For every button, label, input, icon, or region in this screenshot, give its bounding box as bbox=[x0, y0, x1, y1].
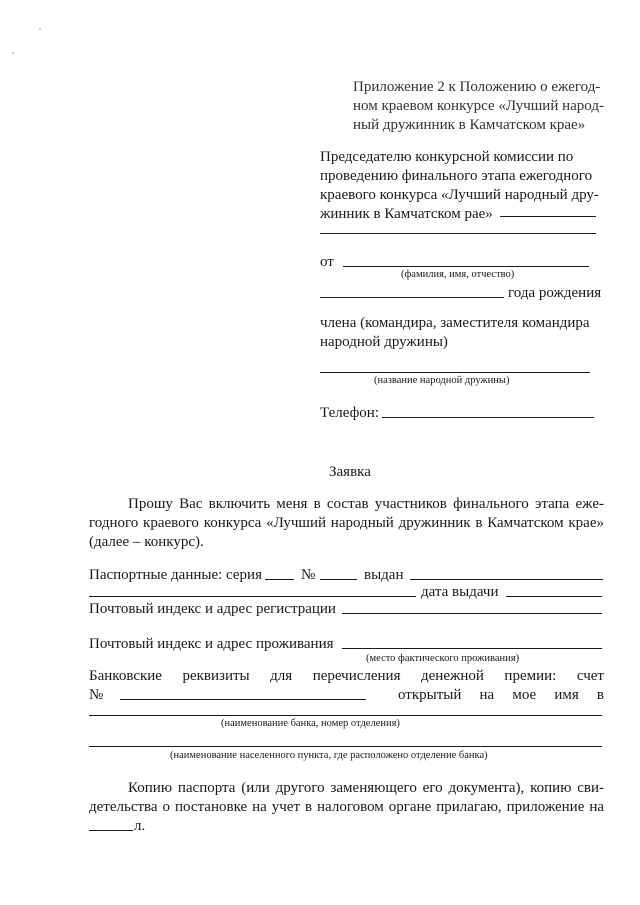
bank-name-caption: (наименование банка, номер отделения) bbox=[221, 718, 400, 729]
opened-text bbox=[398, 686, 604, 704]
bank-word: реквизиты bbox=[182, 668, 250, 684]
bank-locality-field[interactable] bbox=[89, 746, 602, 747]
opened-word: на bbox=[479, 687, 495, 703]
appendix-line-1: Приложение 2 к Положению о ежегод- bbox=[353, 79, 601, 95]
birth-year-label: года рождения bbox=[508, 285, 602, 301]
passport-issued-label: выдан bbox=[364, 567, 404, 583]
request-line-3: (далее – конкурс). bbox=[89, 534, 204, 550]
request-line-2: годного краевого конкурса «Лучший народный дружинник в Камчатском крае» bbox=[89, 515, 604, 531]
addressee-blank-1[interactable] bbox=[500, 216, 596, 217]
squad-name-field[interactable] bbox=[320, 372, 590, 373]
member-line-2: народной дружины) bbox=[320, 334, 448, 350]
passport-issued-field[interactable] bbox=[410, 579, 603, 580]
appendix-line-3: ный дружинник в Камчатском крае» bbox=[353, 117, 586, 133]
bank-word: перечисления bbox=[312, 668, 401, 684]
passport-issued-continuation[interactable] bbox=[89, 596, 416, 597]
addressee-blank-2[interactable] bbox=[320, 233, 596, 234]
birth-year-field[interactable] bbox=[320, 297, 504, 298]
bank-locality-caption: (наименование населенного пункта, где расположено отделение банка) bbox=[170, 750, 488, 761]
fio-field[interactable] bbox=[343, 266, 589, 267]
opened-word: в bbox=[596, 687, 604, 703]
page-title: Заявка bbox=[329, 464, 371, 480]
addressee-line-1: Председателю конкурсной комиссии по bbox=[320, 149, 574, 165]
attachment-pages-suffix: л. bbox=[134, 818, 146, 834]
account-number-field[interactable] bbox=[120, 699, 366, 700]
attachment-pages-field[interactable] bbox=[89, 830, 133, 831]
phone-label: Телефон: bbox=[320, 405, 379, 421]
opened-word: открытый bbox=[398, 687, 462, 703]
passport-number-sign: № bbox=[301, 567, 316, 583]
scan-speck bbox=[12, 52, 14, 54]
bank-word: премии: bbox=[504, 668, 557, 684]
residence-label: Почтовый индекс и адрес проживания bbox=[89, 636, 334, 652]
opened-word: мое bbox=[512, 687, 537, 703]
registration-field[interactable] bbox=[342, 613, 602, 614]
addressee-line-2: проведению финального этапа ежегодного bbox=[320, 168, 593, 184]
passport-series-field[interactable] bbox=[265, 579, 294, 580]
account-number-sign: № bbox=[89, 687, 104, 703]
registration-label: Почтовый индекс и адрес регистрации bbox=[89, 601, 336, 617]
appendix-line-2: ном краевом конкурсе «Лучший народ- bbox=[353, 98, 604, 114]
scan-speck bbox=[39, 28, 41, 30]
from-label: от bbox=[320, 254, 334, 270]
residence-field[interactable] bbox=[342, 648, 602, 649]
issue-date-field[interactable] bbox=[506, 596, 602, 597]
squad-caption: (название народной дружины) bbox=[374, 375, 510, 386]
bank-word: Банковские bbox=[89, 668, 162, 684]
bank-line-1 bbox=[89, 667, 604, 685]
opened-word: имя bbox=[554, 687, 579, 703]
bank-name-field[interactable] bbox=[89, 715, 602, 716]
bank-word: для bbox=[270, 668, 293, 684]
member-line-1: члена (командира, заместителя командира bbox=[320, 315, 590, 331]
bank-word: счет bbox=[576, 668, 604, 684]
addressee-line-4: жинник в Камчатском рае» bbox=[320, 206, 493, 222]
passport-label: Паспортные данные: серия bbox=[89, 567, 262, 583]
request-line-1: Прошу Вас включить меня в состав участников финального этапа еже- bbox=[128, 496, 604, 512]
attachment-line-1: Копию паспорта (или другого заменяющего его документа), копию сви- bbox=[128, 780, 604, 796]
addressee-line-3: краевого конкурса «Лучший народный дру- bbox=[320, 187, 599, 203]
issue-date-label: дата выдачи bbox=[421, 584, 499, 600]
attachment-line-2: детельства о постановке на учет в налоговом органе прилагаю, приложение на bbox=[89, 799, 604, 815]
phone-field[interactable] bbox=[382, 417, 594, 418]
residence-caption: (место фактического проживания) bbox=[366, 653, 520, 664]
bank-word: денежной bbox=[421, 668, 484, 684]
passport-number-field[interactable] bbox=[320, 579, 357, 580]
fio-caption: (фамилия, имя, отчество) bbox=[401, 269, 515, 280]
